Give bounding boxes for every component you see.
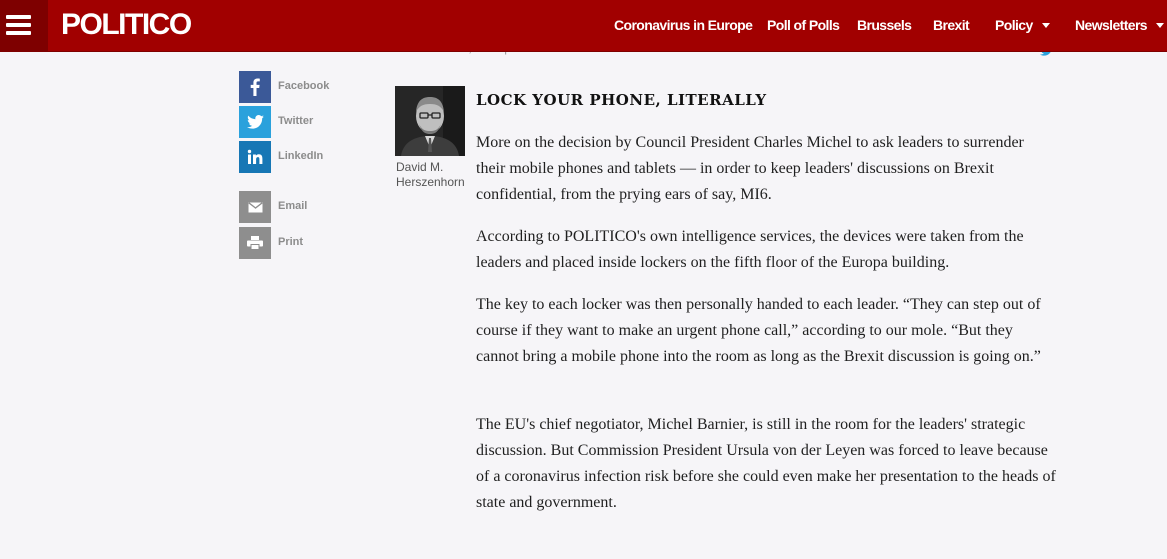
author-photo[interactable] [395, 86, 465, 156]
share-linkedin-button[interactable] [239, 141, 379, 173]
article-paragraph: According to POLITICO's own intelligence services, the devices were taken from the leaders and placed inside lockers on the fifth floor of the Europa building. [476, 228, 1024, 271]
nav-poll-of-polls[interactable]: Poll of Polls [767, 17, 840, 33]
hamburger-icon [6, 15, 31, 19]
share-facebook-button[interactable] [239, 71, 379, 103]
facebook-icon [239, 71, 271, 103]
share-print-button[interactable] [239, 227, 379, 259]
chevron-down-icon [1042, 23, 1050, 28]
article-paragraph: The EU's chief negotiator, Michel Barnier, is still in the room for the leaders' strategic discussion. But Commission President Ursula von der Leyen was forced to leave because of a coronavirus infection risk before she could even make her presentation to the heads of state and government. [476, 416, 1056, 511]
site-header [0, 0, 1167, 52]
author-first-name: David M. [396, 160, 444, 174]
hamburger-menu-button[interactable] [0, 0, 48, 52]
nav-coronavirus-in-europe[interactable]: Coronavirus in Europe [614, 17, 753, 33]
nav-policy[interactable] [995, 17, 1050, 34]
print-icon [239, 227, 271, 259]
share-print-label: Print [278, 236, 304, 248]
linkedin-icon [239, 141, 271, 173]
share-twitter-button[interactable] [239, 106, 379, 138]
share-facebook-label: Facebook [278, 80, 330, 92]
article-paragraph: More on the decision by Council President Charles Michel to ask leaders to surrender their mobile phones and tablets — in order to keep leaders' discussions on Brexit confidential, from the prying ears of say, MI6. [476, 134, 1024, 203]
nav-brexit[interactable]: Brexit [933, 17, 970, 33]
article-paragraph: The key to each locker was then personally handed to each leader. “They can step out of course if they want to make an urgent phone call,” according to our mole. “But they cannot bring a mobile phone into the room as long as the Brexit discussion is going on.” [476, 296, 1041, 365]
share-linkedin-label: LinkedIn [278, 150, 324, 162]
email-icon [239, 191, 271, 223]
share-email-button[interactable] [239, 191, 379, 223]
share-twitter-label: Twitter [278, 115, 314, 127]
nav-newsletters-label: Newsletters [1075, 17, 1147, 33]
author-name[interactable] [396, 160, 476, 190]
author-portrait-image [395, 86, 465, 156]
nav-newsletters[interactable] [1075, 17, 1164, 34]
chevron-down-icon [1156, 23, 1164, 28]
politico-logo[interactable]: POLITICO [61, 8, 191, 41]
twitter-icon [239, 106, 271, 138]
share-email-label: Email [278, 200, 308, 212]
nav-policy-label: Policy [995, 17, 1033, 33]
author-last-name: Herszenhorn [396, 175, 465, 189]
article-headline: LOCK YOUR PHONE, LITERALLY [476, 91, 767, 109]
nav-brussels[interactable]: Brussels [857, 17, 912, 33]
